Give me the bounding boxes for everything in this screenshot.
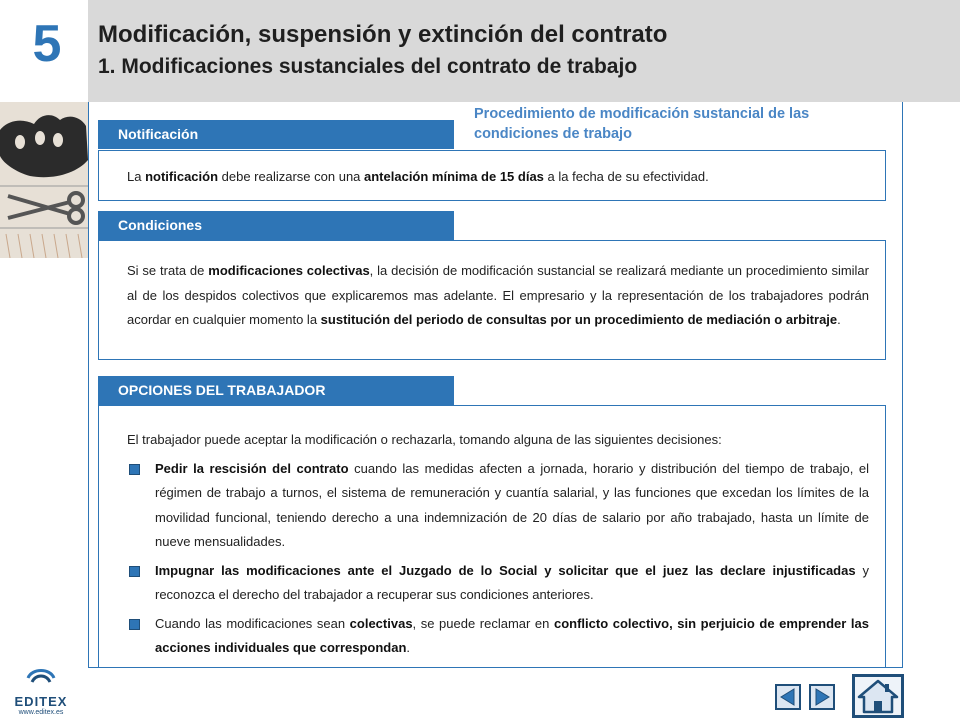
condiciones-text-3: . (837, 312, 841, 327)
opcion-3-text-2: , se puede reclamar en (412, 615, 554, 631)
condiciones-bold-2: sustitución del periodo de consultas por un procedimiento de mediación o arbitraje (320, 312, 838, 327)
opcion-3-bold-1: colectivas (349, 615, 413, 631)
square-bullet-icon (129, 619, 140, 630)
opcion-1-bold: Pedir la rescisión del contrato (155, 460, 349, 476)
opcion-3-text-3: . (406, 640, 411, 655)
opciones-intro: El trabajador puede aceptar la modificación o rechazarla, tomando alguna de las siguientes decisiones: (127, 432, 722, 447)
editex-logo-text: EDITEX (14, 694, 68, 709)
previous-slide-button[interactable] (775, 684, 801, 710)
decorative-hands-scissors-image (0, 102, 88, 258)
list-item (127, 457, 869, 555)
opcion-2-bold: Impugnar las modificaciones ante el Juzgado de lo Social y solicitar que el juez las declare injustificadas (155, 562, 856, 578)
opcion-3-text-1: Cuando las modificaciones sean (155, 615, 350, 631)
opcion-3-bold-2: conflicto colectivo, sin perjuicio de emprender las acciones individuales que correspondan (155, 615, 870, 655)
opcion-2-text: y reconozca el derecho del trabajador a recuperar sus condiciones anteriores. (155, 562, 869, 602)
notificacion-text-3: a la fecha de su efectividad. (543, 169, 709, 184)
section-heading-opciones: OPCIONES DEL TRABAJADOR (98, 376, 454, 405)
condiciones-text-1: Si se trata de (127, 263, 209, 278)
square-bullet-icon (129, 464, 140, 475)
notificacion-text-2: debe realizarse con una (218, 169, 365, 184)
notificacion-bold-1: notificación (145, 169, 219, 184)
page-subtitle: 1. Modificaciones sustanciales del contrato de trabajo (98, 55, 638, 78)
notificacion-bold-2: antelación mínima de 15 días (364, 169, 544, 184)
home-icon (855, 677, 901, 715)
page-title: Modificación, suspensión y extinción del contrato (98, 21, 668, 48)
section-heading-condiciones: Condiciones (98, 211, 454, 240)
section-body-notificacion (98, 150, 886, 201)
home-button[interactable] (852, 674, 904, 718)
section-body-condiciones (98, 240, 886, 360)
editex-logo-url: www.editex.es (18, 709, 64, 716)
list-item (127, 612, 869, 661)
chapter-number: 5 (32, 15, 62, 73)
section-body-opciones (98, 405, 886, 668)
condiciones-text-2: , la decisión de modificación sustancial se realizará mediante un procedimiento similar al de los despidos colectivos que explicaremos mas adelante. El empresario y la representación de los trabajadores podrán acordar en cualquier momento la (127, 263, 869, 327)
condiciones-bold-1: modificaciones colectivas (208, 263, 370, 278)
next-slide-button[interactable] (809, 684, 835, 710)
list-item (127, 559, 869, 608)
opciones-list (127, 457, 869, 661)
editex-logo (10, 664, 72, 716)
header-band (88, 0, 960, 102)
section-heading-notificacion: Notificación (98, 120, 454, 149)
editex-logo-mark (10, 664, 72, 690)
procedure-title: Procedimiento de modificación sustancial de las condiciones de trabajo (474, 106, 810, 142)
notificacion-text-1: La (127, 169, 146, 184)
opcion-1-text: cuando las medidas afecten a jornada, horario y distribución del tiempo de trabajo, el régimen de trabajo a turnos, el sistema de remuneración y cuantía salarial, y las funciones que excedan los límites de la movilidad funcional, teniendo derecho a una indemnización de 20 días de salario por año trabajado, hasta un límite de nueve mensualidades. (155, 460, 870, 549)
square-bullet-icon (129, 566, 140, 577)
triangle-left-icon (777, 686, 799, 708)
triangle-right-icon (811, 686, 833, 708)
